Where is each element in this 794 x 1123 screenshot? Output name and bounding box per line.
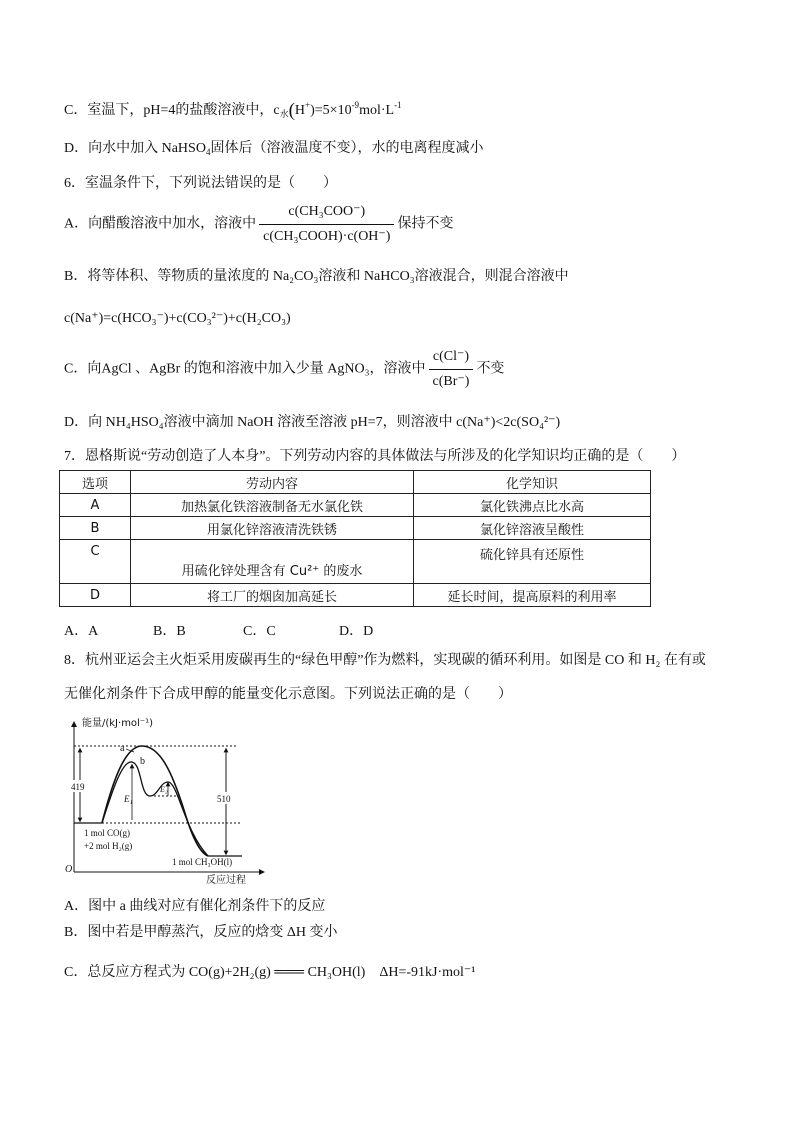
curve-a <box>102 746 208 856</box>
x-axis-label: 反应过程 <box>206 875 246 884</box>
table-cell: A <box>60 494 131 517</box>
reactant-line1: 1 mol CO(g) <box>84 828 130 838</box>
table-cell: 将工厂的烟囱加高延长 <box>131 584 414 607</box>
energy-diagram <box>60 712 280 884</box>
table-header-row <box>60 471 651 494</box>
header-option: 选项 <box>60 471 131 494</box>
q5-c-unit-exp: -1 <box>394 100 402 110</box>
product-label: 1 mol CH₃OH(l) <box>172 857 233 867</box>
table-cell: D <box>60 584 131 607</box>
q6-a-numerator: c(CH₃COO⁻) <box>259 203 394 225</box>
label-419: 419 <box>71 782 85 792</box>
curve-b-label: b <box>140 756 145 767</box>
table-cell: 用氯化锌溶液清洗铁锈 <box>131 517 414 540</box>
table-cell: 氯化铁沸点比水高 <box>414 494 651 517</box>
q8-option-a: A．图中 a 曲线对应有催化剂条件下的反应 <box>64 899 326 914</box>
curve-a-label: a <box>120 743 125 754</box>
q7-option-b: B．B <box>153 624 186 639</box>
reactant-line2: +2 mol H₂(g) <box>84 841 133 851</box>
q8-stem-line2: 无催化剂条件下合成甲醇的能量变化示意图。下列说法正确的是（ ） <box>64 687 512 702</box>
q7-table <box>59 470 651 607</box>
table-cell: 氯化锌溶液呈酸性 <box>414 517 651 540</box>
q5-d-sub: 4 <box>205 147 211 157</box>
header-labor-content: 劳动内容 <box>131 471 414 494</box>
q5-c-exp: -9 <box>351 100 360 110</box>
q5-c-paren: H <box>294 103 306 118</box>
table-row <box>60 517 651 540</box>
q6-c-numerator: c(Cl⁻) <box>429 348 474 370</box>
table-row <box>60 540 651 584</box>
label-510: 510 <box>217 794 231 804</box>
q7-option-d: D．D <box>339 624 374 639</box>
q5-c-unit: mol·L <box>359 103 395 118</box>
q6-c-prefix: C．向AgCl 、AgBr 的饱和溶液中加入少量 AgNO₃，溶液中 <box>64 361 426 377</box>
q5-d-suffix: 固体后（溶液温度不变），水的电离程度减小 <box>210 141 484 156</box>
q6-option-a <box>64 203 453 246</box>
q5-option-c: C．室温下，pH=4的盐酸溶液中，$c_水(H^+)=5\times 10^{-9}mol\cdot L^{-1}$ <box>64 100 402 121</box>
q7-option-a: A．A <box>64 624 99 639</box>
q5-c-plus: + <box>305 100 311 110</box>
q6-a-fraction <box>259 203 394 246</box>
q6-option-d: D．向 NH₄HSO₄溶液中滴加 NaOH 溶液至溶液 pH=7，则溶液中 c(Na⁺)<2c(SO₄²⁻) <box>64 415 561 430</box>
table-cell: 加热氯化铁溶液制备无水氯化铁 <box>131 494 414 517</box>
q7-option-c: C．C <box>243 624 276 639</box>
q6-a-denominator: c(CH₃COOH)·c(OH⁻) <box>263 229 391 244</box>
q6-option-b-line2: c(Na⁺)=c(HCO₃⁻)+c(CO₃²⁻)+c(H₂CO₃) <box>64 311 291 326</box>
q8-stem-line1: 8．杭州亚运会主火炬采用废碳再生的“绿色甲醇”作为燃料，实现碳的循环利用。如图是 CO 和 H₂ 在有或 <box>64 653 706 668</box>
table-cell: 硫化锌具有还原性 <box>414 540 651 584</box>
q5-d-prefix: D．向水中加入 NaHSO <box>64 141 206 156</box>
q5-c-prefix: C．室温下，pH=4的盐酸溶液中，c <box>64 103 280 118</box>
e1-label: E₁ <box>124 794 133 804</box>
q6-stem: 6．室温条件下，下列说法错误的是（ ） <box>64 176 337 191</box>
q6-option-b-line1: B．将等体积、等物质的量浓度的 Na₂CO₃溶液和 NaHCO₃溶液混合，则混合溶液中 <box>64 269 569 284</box>
q8-option-b: B．图中若是甲醇蒸汽，反应的焓变 ΔH 变小 <box>64 925 338 940</box>
table-row <box>60 494 651 517</box>
origin-label: O <box>65 864 73 875</box>
table-cell: C <box>60 540 131 584</box>
q5-option-d <box>64 140 483 161</box>
q6-option-c <box>64 348 504 391</box>
table-cell: 延长时间，提高原料的利用率 <box>414 584 651 607</box>
q6-c-fraction <box>429 348 474 391</box>
q6-c-suffix: 不变 <box>476 361 505 377</box>
table-cell: B <box>60 517 131 540</box>
q7-stem: 7．恩格斯说“劳动创造了人本身”。下列劳动内容的具体做法与所涉及的化学知识均正确的是（ ） <box>64 449 686 464</box>
e2-label: E₂ <box>160 785 168 794</box>
q5-c-eq: )=5×10 <box>310 103 352 118</box>
y-axis-label: 能量/(kJ·mol⁻¹) <box>82 718 154 729</box>
q5-c-sub: 水 <box>279 109 289 119</box>
table-row <box>60 584 651 607</box>
q6-a-prefix: A．向醋酸溶液中加水，溶液中 <box>64 216 257 232</box>
header-chem-knowledge: 化学知识 <box>414 471 651 494</box>
q6-a-suffix: 保持不变 <box>397 216 454 232</box>
q6-c-denominator: c(Br⁻) <box>432 374 470 389</box>
table-cell: 用硫化锌处理含有 Cu²⁺ 的废水 <box>131 540 414 584</box>
q8-option-c: C．总反应方程式为 CO(g)+2H₂(g) ═══ CH₃OH(l) ΔH=-91kJ·mol⁻¹ <box>64 965 476 980</box>
